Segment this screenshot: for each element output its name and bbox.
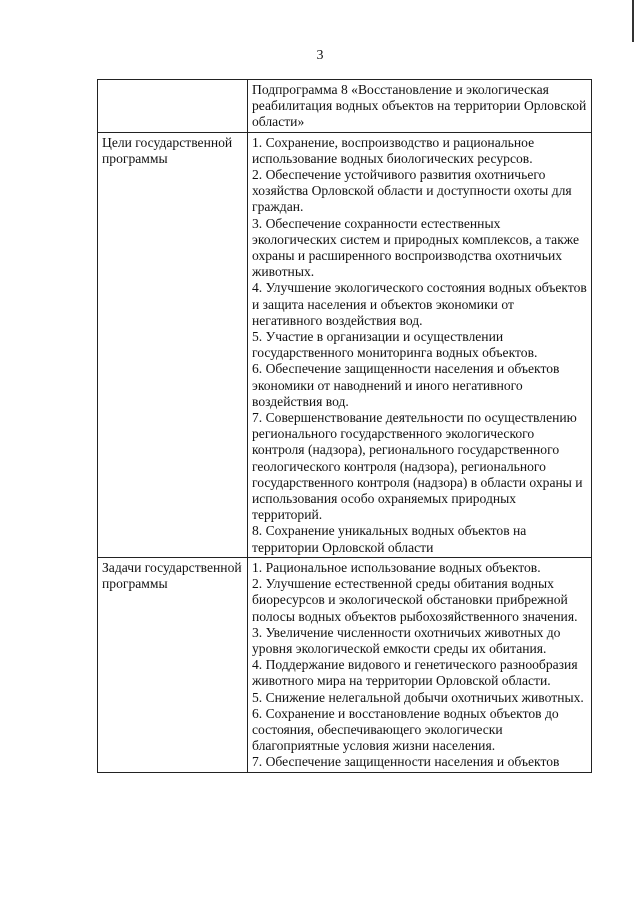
page-edge-line [632, 0, 634, 42]
task-item: 6. Сохранение и восстановление водных объектов до состояния, обеспечивающего экологически благоприятные условия жизни населения. [252, 705, 559, 754]
goal-item: 5. Участие в организации и осуществлении государственного мониторинга водных объектов. [252, 329, 538, 361]
page-number: 3 [316, 48, 324, 63]
goal-item: 6. Обеспечение защищенности населения и объектов экономики от наводнений и иного негативного воздействия вод. [252, 361, 560, 409]
table-cell-label [98, 80, 248, 133]
goal-item: 8. Сохранение уникальных водных объектов на территории Орловской области [252, 523, 527, 555]
task-item: 7. Обеспечение защищенности населения и объектов [252, 754, 560, 770]
goal-item: 2. Обеспечение устойчивого развития охотничьего хозяйства Орловской области и доступности охоты для граждан. [252, 167, 572, 215]
goal-item: 3. Обеспечение сохранности естественных экологических систем и природных комплексов, а также охраны и расширенного воспроизводства охотничьих животных. [252, 215, 580, 280]
task-item: 2. Улучшение естественной среды обитания водных биоресурсов и экологической обстановки прибрежной полосы водных объектов рыбохозяйственного значения. [252, 576, 578, 624]
task-item: 5. Снижение нелегальной добычи охотничьих животных. [252, 689, 584, 705]
goal-item: 7. Совершенствование деятельности по осуществлению регионального государственного экологического контроля (надзора), регионального государственного геологического контроля (надзора), регионального государственного контроля (надзора) в области охраны и использования особо охраняемых природных территорий. [252, 410, 583, 523]
task-item: 1. Рациональное использование водных объектов. [252, 559, 541, 575]
subprogram-title: Подпрограмма 8 «Восстановление и экологическая реабилитация водных объектов на территории Орловской области» [248, 80, 592, 133]
program-passport-table [97, 79, 592, 773]
tasks-content [248, 557, 592, 772]
goals-content [248, 132, 592, 557]
table-row-subprogram [98, 80, 592, 133]
goals-label: Цели государственной программы [98, 132, 248, 557]
tasks-label: Задачи государственной программы [98, 557, 248, 772]
task-item: 4. Поддержание видового и генетического разнообразия животного мира на территории Орловской области. [252, 657, 578, 689]
goal-item: 4. Улучшение экологического состояния водных объектов и защита населения и объектов экономики от негативного воздействия вод. [252, 280, 587, 328]
table-row-tasks [98, 557, 592, 772]
task-item: 3. Увеличение численности охотничьих животных до уровня экологической емкости среды их обитания. [252, 624, 561, 656]
table-row-goals [98, 132, 592, 557]
goal-item: 1. Сохранение, воспроизводство и рациональное использование водных биологических ресурсов. [252, 134, 535, 166]
